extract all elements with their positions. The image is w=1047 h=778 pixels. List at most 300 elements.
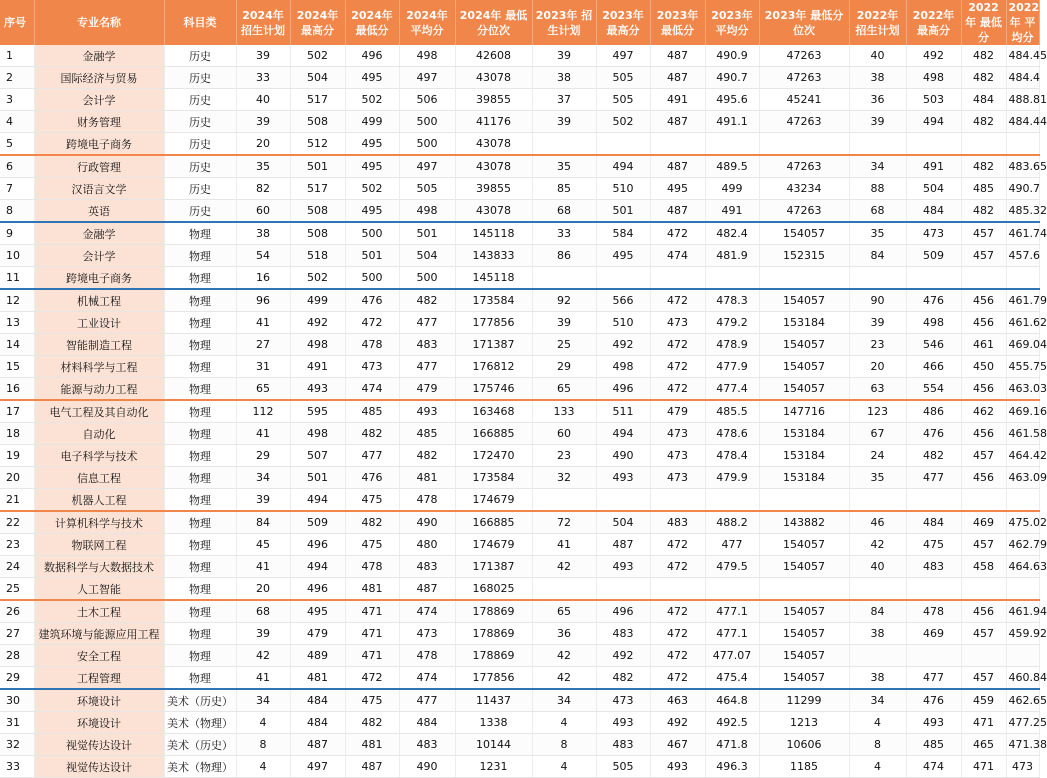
col-2023-rank-cell: 147716 <box>759 400 849 423</box>
col-subject-cell: 物理 <box>164 312 236 334</box>
table-row <box>0 423 1039 445</box>
col-2024-plan-cell: 41 <box>236 667 290 690</box>
table-row <box>0 356 1039 378</box>
col-2023-rank-cell: 47263 <box>759 200 849 223</box>
col-subject-cell: 物理 <box>164 556 236 578</box>
col-2024-max-cell: 509 <box>290 511 345 534</box>
col-2024-plan-cell: 65 <box>236 378 290 401</box>
col-major-cell: 工程管理 <box>34 667 164 690</box>
col-2024-rank-cell: 43078 <box>455 133 532 156</box>
col-2024-rank-cell: 42608 <box>455 45 532 67</box>
col-major-cell: 安全工程 <box>34 645 164 667</box>
col-2024-plan-cell: 41 <box>236 423 290 445</box>
col-2024-rank-cell: 172470 <box>455 445 532 467</box>
col-2023-max-cell: 505 <box>596 89 650 111</box>
col-2023-plan-cell: 34 <box>532 689 596 712</box>
col-2024-min-header: 2024年 最低分 <box>345 0 399 45</box>
table-row <box>0 511 1039 534</box>
col-2022-avg-cell: 469.04 <box>1006 334 1039 356</box>
col-major-cell: 汉语言文学 <box>34 178 164 200</box>
col-2022-max-cell <box>906 267 961 290</box>
col-index-cell: 15 <box>0 356 34 378</box>
col-2024-avg-header: 2024年 平均分 <box>399 0 455 45</box>
col-2022-plan-cell: 40 <box>849 45 906 67</box>
col-major-cell: 机器人工程 <box>34 489 164 512</box>
col-2024-avg-cell: 483 <box>399 556 455 578</box>
col-major-cell: 行政管理 <box>34 155 164 178</box>
col-2023-max-cell: 493 <box>596 556 650 578</box>
col-2022-min-cell: 458 <box>961 556 1006 578</box>
col-2023-plan-cell: 4 <box>532 712 596 734</box>
col-2024-rank-cell: 173584 <box>455 467 532 489</box>
col-2023-max-cell <box>596 267 650 290</box>
table-row <box>0 378 1039 401</box>
col-index-cell: 22 <box>0 511 34 534</box>
col-2023-avg-cell: 477.1 <box>705 600 759 623</box>
col-2023-max-cell: 501 <box>596 200 650 223</box>
col-2022-min-cell: 457 <box>961 245 1006 267</box>
col-2023-min-cell: 487 <box>650 67 705 89</box>
col-2022-avg-cell: 484.45 <box>1006 45 1039 67</box>
col-2024-avg-cell: 477 <box>399 356 455 378</box>
col-2023-min-cell <box>650 489 705 512</box>
col-2023-min-cell: 487 <box>650 155 705 178</box>
col-2024-min-cell: 495 <box>345 200 399 223</box>
col-2023-rank-cell: 153184 <box>759 445 849 467</box>
col-index-cell: 14 <box>0 334 34 356</box>
col-2022-max-cell <box>906 489 961 512</box>
col-2023-rank-cell: 154057 <box>759 289 849 312</box>
col-subject-cell: 历史 <box>164 89 236 111</box>
col-2023-avg-cell: 495.6 <box>705 89 759 111</box>
col-subject-cell: 物理 <box>164 667 236 690</box>
col-2024-min-cell: 502 <box>345 178 399 200</box>
col-2023-min-cell: 472 <box>650 600 705 623</box>
table-body <box>0 45 1047 778</box>
col-2022-max-cell: 477 <box>906 467 961 489</box>
col-2023-max-cell: 502 <box>596 111 650 133</box>
col-subject-cell: 物理 <box>164 400 236 423</box>
col-2022-min-cell: 457 <box>961 667 1006 690</box>
col-2023-max-cell: 483 <box>596 734 650 756</box>
col-2024-plan-cell: 27 <box>236 334 290 356</box>
col-2024-max-cell: 491 <box>290 356 345 378</box>
col-2024-plan-cell: 41 <box>236 556 290 578</box>
col-2023-min-cell: 473 <box>650 423 705 445</box>
col-subject-cell: 物理 <box>164 378 236 401</box>
col-2023-max-cell <box>596 133 650 156</box>
col-2024-rank-cell: 39855 <box>455 89 532 111</box>
col-2024-max-cell: 498 <box>290 334 345 356</box>
col-2023-avg-cell <box>705 267 759 290</box>
col-2023-rank-cell: 11299 <box>759 689 849 712</box>
col-subject-cell: 历史 <box>164 111 236 133</box>
col-major-cell: 电气工程及其自动化 <box>34 400 164 423</box>
col-2024-min-cell: 477 <box>345 445 399 467</box>
col-2024-rank-cell: 1338 <box>455 712 532 734</box>
col-2022-plan-cell: 8 <box>849 734 906 756</box>
col-subject-cell: 物理 <box>164 289 236 312</box>
col-2024-min-cell: 481 <box>345 578 399 601</box>
col-index-cell: 2 <box>0 67 34 89</box>
table-row <box>0 45 1039 67</box>
col-2022-plan-cell: 46 <box>849 511 906 534</box>
col-2022-avg-cell <box>1006 489 1039 512</box>
col-2023-rank-cell: 47263 <box>759 155 849 178</box>
col-major-cell: 自动化 <box>34 423 164 445</box>
col-subject-cell: 历史 <box>164 45 236 67</box>
col-2024-rank-cell: 11437 <box>455 689 532 712</box>
col-2024-max-cell: 501 <box>290 155 345 178</box>
col-2024-avg-cell: 500 <box>399 133 455 156</box>
col-index-cell: 4 <box>0 111 34 133</box>
col-2022-min-cell: 456 <box>961 312 1006 334</box>
col-2023-min-cell: 473 <box>650 445 705 467</box>
col-major-cell: 工业设计 <box>34 312 164 334</box>
col-2024-plan-cell: 84 <box>236 511 290 534</box>
col-2023-max-cell: 496 <box>596 600 650 623</box>
col-subject-cell: 物理 <box>164 334 236 356</box>
col-2023-avg-cell: 491 <box>705 200 759 223</box>
col-2022-max-cell: 475 <box>906 534 961 556</box>
col-2022-avg-cell: 455.75 <box>1006 356 1039 378</box>
col-2022-avg-cell: 490.7 <box>1006 178 1039 200</box>
col-major-cell: 材料科学与工程 <box>34 356 164 378</box>
col-2022-min-cell: 456 <box>961 467 1006 489</box>
col-2022-plan-cell: 39 <box>849 111 906 133</box>
col-2022-min-cell: 457 <box>961 534 1006 556</box>
col-major-cell: 国际经济与贸易 <box>34 67 164 89</box>
col-2022-avg-cell: 469.16 <box>1006 400 1039 423</box>
col-2022-min-cell <box>961 133 1006 156</box>
table-row <box>0 67 1039 89</box>
col-2022-min-cell: 482 <box>961 200 1006 223</box>
col-2022-min-cell: 462 <box>961 400 1006 423</box>
col-2023-plan-cell: 72 <box>532 511 596 534</box>
col-2024-plan-cell: 41 <box>236 312 290 334</box>
col-2022-min-cell: 485 <box>961 178 1006 200</box>
col-2023-avg-cell: 490.9 <box>705 45 759 67</box>
col-2022-max-cell: 492 <box>906 45 961 67</box>
col-2022-max-cell <box>906 133 961 156</box>
col-2022-max-cell: 494 <box>906 111 961 133</box>
col-2024-avg-cell: 484 <box>399 712 455 734</box>
col-2023-avg-cell: 477.1 <box>705 623 759 645</box>
col-index-cell: 7 <box>0 178 34 200</box>
col-subject-cell: 物理 <box>164 623 236 645</box>
table-row <box>0 534 1039 556</box>
col-2024-min-cell: 474 <box>345 378 399 401</box>
table-row <box>0 600 1039 623</box>
col-2024-min-cell: 475 <box>345 689 399 712</box>
col-2023-plan-cell <box>532 267 596 290</box>
col-2024-avg-cell: 479 <box>399 378 455 401</box>
col-2024-min-cell: 478 <box>345 334 399 356</box>
col-2022-max-cell: 484 <box>906 511 961 534</box>
col-2022-avg-cell: 461.62 <box>1006 312 1039 334</box>
col-2023-plan-cell: 39 <box>532 312 596 334</box>
col-2024-min-cell: 476 <box>345 289 399 312</box>
col-2023-avg-cell: 479.9 <box>705 467 759 489</box>
col-2022-avg-cell: 457.6 <box>1006 245 1039 267</box>
col-2023-rank-cell: 45241 <box>759 89 849 111</box>
col-2024-max-cell: 496 <box>290 578 345 601</box>
col-2024-plan-cell: 33 <box>236 67 290 89</box>
col-2022-min-cell: 461 <box>961 334 1006 356</box>
col-subject-cell: 物理 <box>164 356 236 378</box>
col-subject-cell: 物理 <box>164 267 236 290</box>
col-2024-max-cell: 502 <box>290 45 345 67</box>
col-2023-min-cell: 487 <box>650 45 705 67</box>
col-2022-avg-cell <box>1006 578 1039 601</box>
col-2022-max-cell: 504 <box>906 178 961 200</box>
col-2022-avg-cell: 464.42 <box>1006 445 1039 467</box>
col-2022-avg-cell: 463.03 <box>1006 378 1039 401</box>
col-2023-plan-cell: 38 <box>532 67 596 89</box>
col-2023-max-cell: 492 <box>596 645 650 667</box>
col-2024-max-cell: 508 <box>290 111 345 133</box>
col-index-cell: 33 <box>0 756 34 778</box>
col-major-header: 专业名称 <box>34 0 164 45</box>
col-2023-plan-cell: 39 <box>532 45 596 67</box>
col-2024-rank-cell: 43078 <box>455 67 532 89</box>
col-2024-avg-cell: 497 <box>399 67 455 89</box>
col-2024-rank-cell: 177856 <box>455 312 532 334</box>
col-2022-max-cell: 473 <box>906 222 961 245</box>
col-index-cell: 12 <box>0 289 34 312</box>
col-2022-plan-cell: 63 <box>849 378 906 401</box>
col-2024-max-cell: 501 <box>290 467 345 489</box>
col-2024-rank-header: 2024年 最低分位次 <box>455 0 532 45</box>
col-2024-max-cell: 495 <box>290 600 345 623</box>
col-2023-max-cell: 584 <box>596 222 650 245</box>
col-index-cell: 5 <box>0 133 34 156</box>
col-2023-min-cell: 493 <box>650 756 705 778</box>
col-2024-min-cell: 495 <box>345 67 399 89</box>
col-2024-max-cell: 499 <box>290 289 345 312</box>
col-2024-rank-cell: 174679 <box>455 489 532 512</box>
table-row <box>0 178 1039 200</box>
col-2022-plan-cell <box>849 133 906 156</box>
col-index-cell: 26 <box>0 600 34 623</box>
col-subject-cell: 历史 <box>164 200 236 223</box>
col-subject-cell: 物理 <box>164 489 236 512</box>
col-2022-avg-cell: 471.38 <box>1006 734 1039 756</box>
col-2023-max-cell: 473 <box>596 689 650 712</box>
col-2023-plan-cell: 65 <box>532 378 596 401</box>
col-2022-min-cell: 482 <box>961 111 1006 133</box>
col-2022-avg-cell: 484.4 <box>1006 67 1039 89</box>
col-2023-min-cell <box>650 267 705 290</box>
col-2023-min-cell: 472 <box>650 289 705 312</box>
col-2023-min-cell: 487 <box>650 200 705 223</box>
col-2023-rank-cell: 10606 <box>759 734 849 756</box>
col-subject-cell: 物理 <box>164 467 236 489</box>
col-subject-cell: 美术（物理） <box>164 756 236 778</box>
col-2023-max-cell: 494 <box>596 423 650 445</box>
col-subject-cell: 物理 <box>164 445 236 467</box>
col-2024-plan-cell: 34 <box>236 689 290 712</box>
col-2023-avg-cell: 490.7 <box>705 67 759 89</box>
col-2024-avg-cell: 490 <box>399 511 455 534</box>
col-2023-avg-cell: 478.9 <box>705 334 759 356</box>
col-2024-rank-cell: 41176 <box>455 111 532 133</box>
col-2022-max-cell: 554 <box>906 378 961 401</box>
col-2023-plan-cell: 86 <box>532 245 596 267</box>
col-2024-max-cell: 484 <box>290 689 345 712</box>
col-2023-max-cell: 566 <box>596 289 650 312</box>
col-2023-max-cell: 492 <box>596 334 650 356</box>
col-2023-plan-cell: 4 <box>532 756 596 778</box>
col-2023-max-cell: 487 <box>596 534 650 556</box>
col-2024-plan-cell: 4 <box>236 756 290 778</box>
col-2022-avg-cell: 461.94 <box>1006 600 1039 623</box>
col-2024-avg-cell: 506 <box>399 89 455 111</box>
col-2022-min-cell <box>961 578 1006 601</box>
col-2023-min-cell: 492 <box>650 712 705 734</box>
col-2023-max-cell: 495 <box>596 245 650 267</box>
table-row <box>0 89 1039 111</box>
col-2023-max-header: 2023年 最高分 <box>596 0 650 45</box>
col-2023-max-cell <box>596 489 650 512</box>
table-row <box>0 734 1039 756</box>
table-row <box>0 489 1039 512</box>
col-2023-avg-cell: 482.4 <box>705 222 759 245</box>
col-2024-avg-cell: 474 <box>399 667 455 690</box>
col-2024-max-cell: 512 <box>290 133 345 156</box>
col-index-cell: 31 <box>0 712 34 734</box>
col-2022-max-cell: 476 <box>906 289 961 312</box>
col-2024-avg-cell: 505 <box>399 178 455 200</box>
col-index-cell: 32 <box>0 734 34 756</box>
col-2022-max-cell: 484 <box>906 200 961 223</box>
col-2024-min-cell: 471 <box>345 623 399 645</box>
col-2022-max-cell: 476 <box>906 689 961 712</box>
col-2024-plan-cell: 8 <box>236 734 290 756</box>
col-2024-plan-cell: 16 <box>236 267 290 290</box>
col-2024-plan-cell: 4 <box>236 712 290 734</box>
col-2022-plan-cell: 123 <box>849 400 906 423</box>
col-2022-plan-cell: 23 <box>849 334 906 356</box>
col-2022-min-cell: 457 <box>961 222 1006 245</box>
col-2023-plan-cell: 92 <box>532 289 596 312</box>
col-2024-rank-cell: 178869 <box>455 623 532 645</box>
col-2022-max-cell: 498 <box>906 312 961 334</box>
col-2023-avg-header: 2023年 平均分 <box>705 0 759 45</box>
col-2022-avg-cell: 463.09 <box>1006 467 1039 489</box>
col-2024-avg-cell: 500 <box>399 267 455 290</box>
col-2023-max-cell: 483 <box>596 623 650 645</box>
col-2023-max-cell: 490 <box>596 445 650 467</box>
col-major-cell: 建筑环境与能源应用工程 <box>34 623 164 645</box>
col-2022-avg-cell: 475.02 <box>1006 511 1039 534</box>
col-2024-plan-cell: 20 <box>236 133 290 156</box>
table-row <box>0 289 1039 312</box>
col-2023-plan-cell: 42 <box>532 667 596 690</box>
col-2022-max-cell: 477 <box>906 667 961 690</box>
col-2023-max-cell: 510 <box>596 312 650 334</box>
col-2024-min-cell: 499 <box>345 111 399 133</box>
col-subject-cell: 物理 <box>164 222 236 245</box>
col-2022-min-cell: 456 <box>961 378 1006 401</box>
col-2023-plan-cell: 85 <box>532 178 596 200</box>
col-2024-rank-cell: 176812 <box>455 356 532 378</box>
col-2024-min-cell: 475 <box>345 489 399 512</box>
col-2022-min-cell <box>961 267 1006 290</box>
col-2022-plan-cell <box>849 578 906 601</box>
col-subject-cell: 历史 <box>164 67 236 89</box>
col-2024-rank-cell: 174679 <box>455 534 532 556</box>
col-2023-max-cell: 498 <box>596 356 650 378</box>
col-2024-avg-cell: 504 <box>399 245 455 267</box>
col-2023-plan-cell <box>532 578 596 601</box>
table-row <box>0 200 1039 223</box>
col-2023-min-cell <box>650 133 705 156</box>
col-2024-avg-cell: 474 <box>399 600 455 623</box>
table-row <box>0 245 1039 267</box>
col-2024-rank-cell: 143833 <box>455 245 532 267</box>
col-2022-avg-cell: 477.25 <box>1006 712 1039 734</box>
col-major-cell: 金融学 <box>34 222 164 245</box>
col-2022-avg-cell: 459.92 <box>1006 623 1039 645</box>
col-major-cell: 电子科学与技术 <box>34 445 164 467</box>
col-2024-max-cell: 494 <box>290 556 345 578</box>
col-2022-max-cell <box>906 578 961 601</box>
col-2024-plan-cell: 20 <box>236 578 290 601</box>
col-major-cell: 金融学 <box>34 45 164 67</box>
col-2024-plan-cell: 42 <box>236 645 290 667</box>
col-2024-plan-cell: 68 <box>236 600 290 623</box>
col-index-cell: 8 <box>0 200 34 223</box>
col-2023-max-cell: 496 <box>596 378 650 401</box>
col-2023-plan-cell <box>532 133 596 156</box>
col-2024-max-header: 2024年 最高分 <box>290 0 345 45</box>
col-2022-min-cell: 456 <box>961 423 1006 445</box>
col-subject-cell: 物理 <box>164 423 236 445</box>
col-subject-cell: 历史 <box>164 155 236 178</box>
col-major-cell: 会计学 <box>34 245 164 267</box>
col-2024-rank-cell: 166885 <box>455 423 532 445</box>
col-2024-rank-cell: 177856 <box>455 667 532 690</box>
col-2024-min-cell: 472 <box>345 667 399 690</box>
col-2022-max-cell: 478 <box>906 600 961 623</box>
col-2024-min-cell: 487 <box>345 756 399 778</box>
col-2023-rank-cell: 154057 <box>759 534 849 556</box>
col-2024-min-cell: 496 <box>345 45 399 67</box>
table-row <box>0 334 1039 356</box>
col-2023-plan-cell: 68 <box>532 200 596 223</box>
col-subject-header: 科目类 <box>164 0 236 45</box>
col-2023-max-cell: 497 <box>596 45 650 67</box>
col-index-cell: 23 <box>0 534 34 556</box>
col-2024-plan-cell: 29 <box>236 445 290 467</box>
col-index-cell: 24 <box>0 556 34 578</box>
col-2024-avg-cell: 481 <box>399 467 455 489</box>
col-2024-rank-cell: 171387 <box>455 334 532 356</box>
col-2022-plan-cell: 84 <box>849 600 906 623</box>
table-row <box>0 667 1039 690</box>
col-2023-plan-cell: 42 <box>532 556 596 578</box>
col-2024-plan-cell: 39 <box>236 489 290 512</box>
col-index-cell: 18 <box>0 423 34 445</box>
col-major-cell: 英语 <box>34 200 164 223</box>
col-2023-rank-cell: 154057 <box>759 378 849 401</box>
col-2023-min-cell: 479 <box>650 400 705 423</box>
col-2024-rank-cell: 166885 <box>455 511 532 534</box>
col-2024-rank-cell: 178869 <box>455 645 532 667</box>
col-2022-min-cell: 482 <box>961 45 1006 67</box>
col-2024-plan-cell: 112 <box>236 400 290 423</box>
